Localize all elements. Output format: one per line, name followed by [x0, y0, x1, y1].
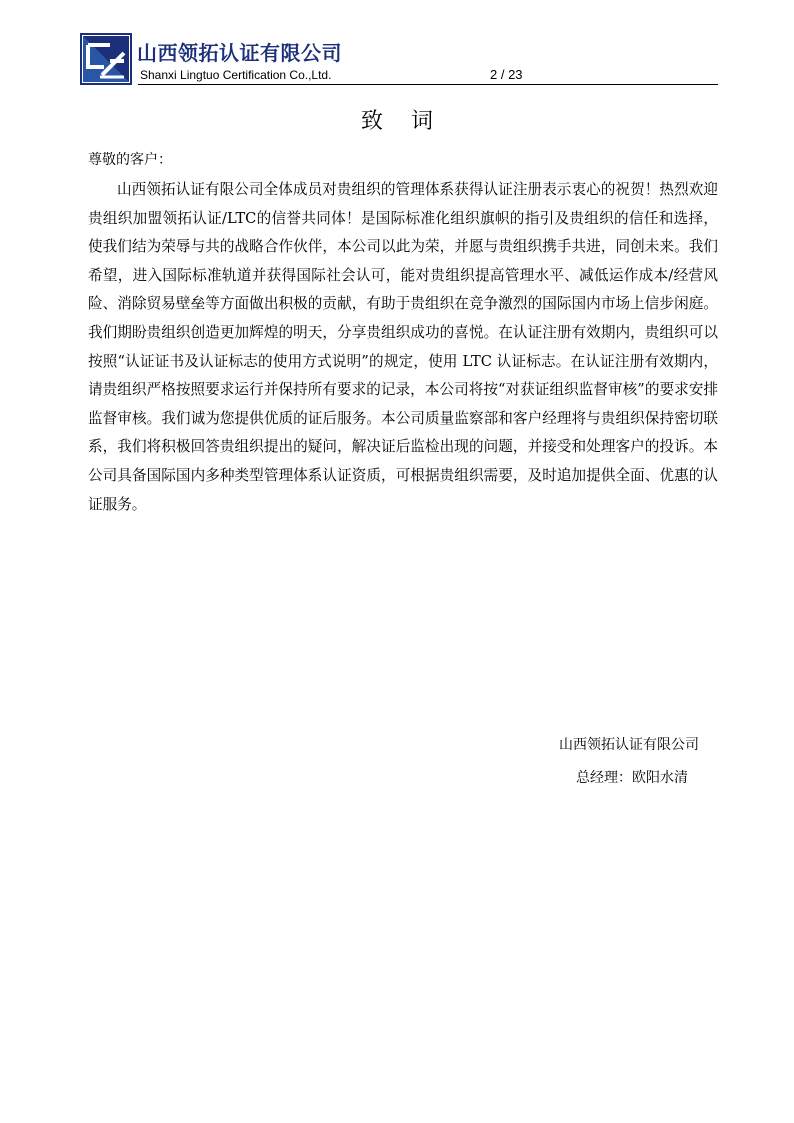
lingtuo-logo-icon	[80, 33, 132, 85]
page-header	[80, 33, 720, 87]
page-title: 致词	[360, 109, 461, 134]
letter-body: 山西领拓认证有限公司全体成员对贵组织的管理体系获得认证注册表示衷心的祝贺！热烈欢迎贵组织加盟领拓认证/LTC的信誉共同体！是国际标准化组织旗帜的指引及贵组织的信任和选择，使我们结为荣辱与共的战略合作伙伴，本公司以此为荣，并愿与贵组织携手共进，同创未来。我们希望，进入国际标准轨道并获得国际社会认可，能对贵组织提高管理水平、减低运作成本/经营风险、消除贸易壁垒等方面做出积极的贡献，有助于贵组织在竞争激烈的国际国内市场上信步闲庭。我们期盼贵组织创造更加辉煌的明天，分享贵组织成功的喜悦。在认证注册有效期内，贵组织可以按照“认证证书及认证标志的使用方式说明”的规定，使用 LTC 认证标志。在认证注册有效期内，请贵组织严格按照要求运行并保持所有要求的记录，本公司将按“对获证组织监督审核”的要求安排监督审核。我们诚为您提供优质的证后服务。本公司质量监察部和客户经理将与贵组织保持密切联系，我们将积极回答贵组织提出的疑问，解决证后监检出现的问题，并接受和处理客户的投诉。本公司具备国际国内多种类型管理体系认证资质，可根据贵组织需要，及时追加提供全面、优惠的认证服务。	[88, 181, 718, 513]
company-name-en: Shanxi Lingtuo Certification Co.,Ltd.	[140, 68, 332, 82]
signature-company: 山西领拓认证有限公司	[559, 737, 699, 753]
header-rule	[138, 84, 718, 85]
page-number: 2 / 23	[490, 67, 523, 82]
salutation: 尊敬的客户：	[88, 152, 172, 168]
signature-person: 总经理：欧阳水清	[576, 770, 688, 786]
company-name-cn: 山西领拓认证有限公司	[137, 41, 342, 65]
